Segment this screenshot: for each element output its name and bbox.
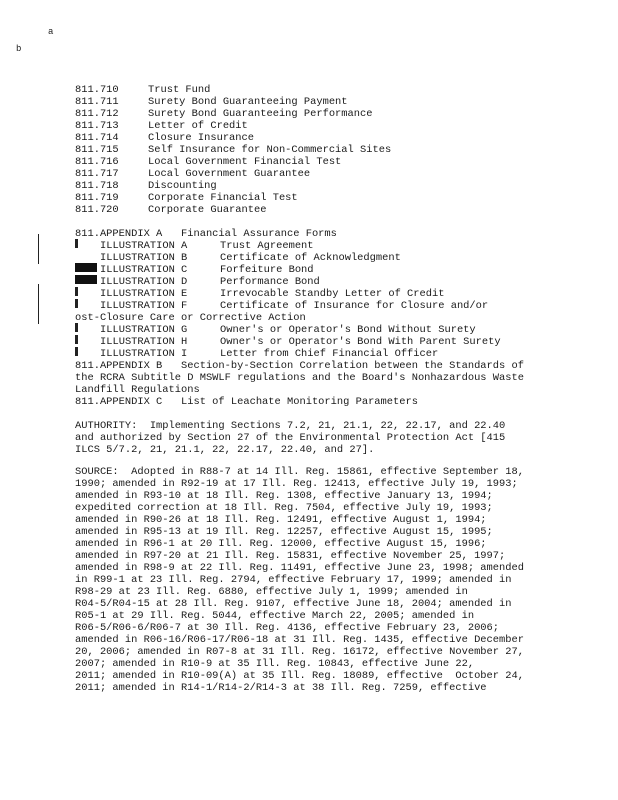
- source-line: amended in R96-1 at 20 Ill. Reg. 12000, effective August 15, 1996;: [75, 538, 487, 550]
- section-entry: [75, 168, 310, 180]
- illustration-title: Owner's or Operator's Bond Without Surety: [220, 324, 476, 336]
- authority-line: and authorized by Section 27 of the Environmental Protection Act [415: [75, 432, 506, 444]
- source-line: in R99-1 at 23 Ill. Reg. 2794, effective February 17, 1999; amended in: [75, 574, 512, 586]
- illustration-label: ILLUSTRATION E: [100, 288, 188, 300]
- section-number: 811.718: [75, 180, 119, 192]
- illustration-entry: [100, 276, 320, 288]
- source-line: amended in R97-20 at 21 Ill. Reg. 15831, effective November 25, 1997;: [75, 550, 506, 562]
- section-entry: [75, 84, 210, 96]
- illustration-entry: [100, 348, 438, 360]
- section-number: 811.710: [75, 84, 119, 96]
- source-line: amended in R06-16/R06-17/R06-18 at 31 Ill. Reg. 1435, effective December: [75, 634, 524, 646]
- source-line: amended in R93-10 at 18 Ill. Reg. 1308, effective January 13, 1994;: [75, 490, 493, 502]
- scan-blot: [75, 263, 97, 272]
- section-entry: [75, 144, 391, 156]
- section-title: Discounting: [148, 180, 217, 192]
- appendix-b-line: 811.APPENDIX B Section-by-Section Correlation between the Standards of: [75, 360, 524, 372]
- scan-tick: [75, 287, 78, 296]
- scan-mark: b: [16, 44, 22, 54]
- illustration-entry: [100, 252, 401, 264]
- illustration-continuation: ost-Closure Care or Corrective Action: [75, 312, 306, 324]
- illustration-entry: [100, 264, 314, 276]
- section-number: 811.719: [75, 192, 119, 204]
- section-entry: [75, 180, 217, 192]
- change-bar: [38, 284, 39, 324]
- scan-tick: [75, 335, 78, 344]
- scan-blot: [75, 275, 97, 284]
- section-number: 811.715: [75, 144, 119, 156]
- illustration-entry: [100, 324, 476, 336]
- illustration-entry: [100, 240, 314, 252]
- illustration-label: ILLUSTRATION F: [100, 300, 188, 312]
- section-title: Corporate Guarantee: [148, 204, 267, 216]
- appendix-b-line: the RCRA Subtitle D MSWLF regulations and the Board's Nonhazardous Waste: [75, 372, 524, 384]
- section-title: Trust Fund: [148, 84, 211, 96]
- source-line: 2011; amended in R14-1/R14-2/R14-3 at 38 Ill. Reg. 7259, effective: [75, 682, 487, 694]
- illustration-title: Letter from Chief Financial Officer: [220, 348, 439, 360]
- section-entry: [75, 192, 298, 204]
- section-number: 811.716: [75, 156, 119, 168]
- illustration-label: ILLUSTRATION G: [100, 324, 188, 336]
- illustration-title: Certificate of Acknowledgment: [220, 252, 401, 264]
- source-line: amended in R90-26 at 18 Ill. Reg. 12491, effective August 1, 1994;: [75, 514, 487, 526]
- illustration-entry: [100, 300, 488, 312]
- source-line: 2011; amended in R10-09(A) at 35 Ill. Reg. 18089, effective October 24,: [75, 670, 524, 682]
- section-number: 811.711: [75, 96, 119, 108]
- section-title: Corporate Financial Test: [148, 192, 298, 204]
- scan-tick: [75, 239, 78, 248]
- appendix-a-heading: 811.APPENDIX A Financial Assurance Forms: [75, 228, 337, 240]
- section-number: 811.717: [75, 168, 119, 180]
- scan-mark: a: [48, 27, 54, 37]
- illustration-label: ILLUSTRATION C: [100, 264, 188, 276]
- authority-line: AUTHORITY: Implementing Sections 7.2, 21, 21.1, 22, 22.17, and 22.40: [75, 420, 506, 432]
- section-title: Surety Bond Guaranteeing Performance: [148, 108, 373, 120]
- source-line: amended in R95-13 at 19 Ill. Reg. 12257, effective August 15, 1995;: [75, 526, 493, 538]
- source-line: R05-1 at 29 Ill. Reg. 5044, effective March 22, 2005; amended in: [75, 610, 475, 622]
- illustration-label: ILLUSTRATION I: [100, 348, 188, 360]
- section-entry: [75, 108, 372, 120]
- change-bar: [38, 234, 39, 264]
- section-title: Surety Bond Guaranteeing Payment: [148, 96, 348, 108]
- scan-tick: [75, 323, 78, 332]
- illustration-title: Trust Agreement: [220, 240, 314, 252]
- section-title: Self Insurance for Non-Commercial Sites: [148, 144, 392, 156]
- illustration-title: Certificate of Insurance for Closure and/or: [220, 300, 489, 312]
- source-line: SOURCE: Adopted in R88-7 at 14 Ill. Reg. 15861, effective September 18,: [75, 466, 524, 478]
- section-number: 811.714: [75, 132, 119, 144]
- appendix-b-line: Landfill Regulations: [75, 384, 200, 396]
- source-line: R06-5/R06-6/R06-7 at 30 Ill. Reg. 4136, effective February 23, 2006;: [75, 622, 500, 634]
- illustration-label: ILLUSTRATION A: [100, 240, 188, 252]
- scan-tick: [75, 299, 78, 308]
- source-line: amended in R98-9 at 22 Ill. Reg. 11491, effective June 23, 1998; amended: [75, 562, 524, 574]
- section-number: 811.720: [75, 204, 119, 216]
- illustration-entry: [100, 288, 444, 300]
- source-line: 2007; amended in R10-9 at 35 Ill. Reg. 10843, effective June 22,: [75, 658, 475, 670]
- source-line: R04-5/R04-15 at 28 Ill. Reg. 9107, effective June 18, 2004; amended in: [75, 598, 512, 610]
- illustration-title: Performance Bond: [220, 276, 320, 288]
- illustration-title: Irrevocable Standby Letter of Credit: [220, 288, 445, 300]
- illustration-label: ILLUSTRATION H: [100, 336, 188, 348]
- scan-tick: [75, 347, 78, 356]
- illustration-label: ILLUSTRATION B: [100, 252, 188, 264]
- illustration-title: Owner's or Operator's Bond With Parent Surety: [220, 336, 501, 348]
- authority-line: ILCS 5/7.2, 21, 21.1, 22, 22.17, 22.40, and 27].: [75, 444, 375, 456]
- illustration-title: Forfeiture Bond: [220, 264, 314, 276]
- illustration-entry: [100, 336, 501, 348]
- source-line: 20, 2006; amended in R07-8 at 31 Ill. Reg. 16172, effective November 27,: [75, 646, 524, 658]
- section-number: 811.713: [75, 120, 119, 132]
- section-title: Letter of Credit: [148, 120, 248, 132]
- section-entry: [75, 204, 266, 216]
- source-line: expedited correction at 18 Ill. Reg. 7504, effective July 19, 1993;: [75, 502, 493, 514]
- source-line: 1990; amended in R92-19 at 17 Ill. Reg. 12413, effective July 19, 1993;: [75, 478, 518, 490]
- illustration-label: ILLUSTRATION D: [100, 276, 188, 288]
- section-entry: [75, 132, 254, 144]
- section-entry: [75, 156, 341, 168]
- source-line: R98-29 at 23 Ill. Reg. 6880, effective July 1, 1999; amended in: [75, 586, 468, 598]
- section-number: 811.712: [75, 108, 119, 120]
- section-title: Local Government Financial Test: [148, 156, 342, 168]
- section-entry: [75, 120, 248, 132]
- appendix-c-heading: 811.APPENDIX C List of Leachate Monitoring Parameters: [75, 396, 418, 408]
- section-title: Local Government Guarantee: [148, 168, 311, 180]
- section-title: Closure Insurance: [148, 132, 255, 144]
- section-entry: [75, 96, 348, 108]
